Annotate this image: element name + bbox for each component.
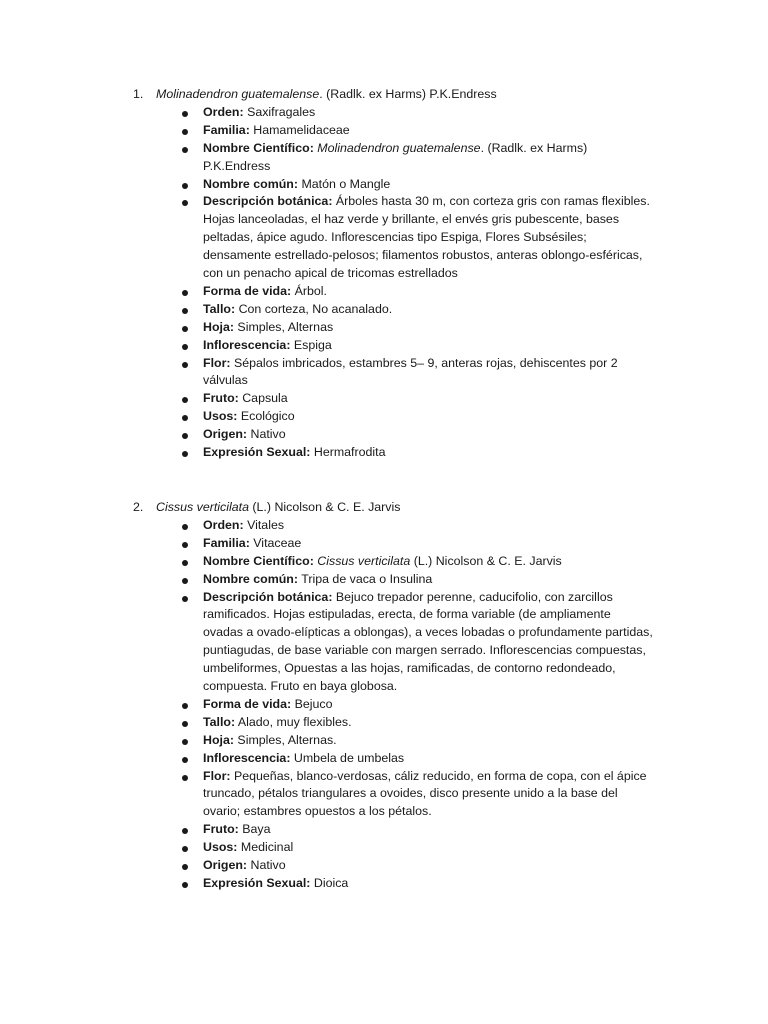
bullet-icon [182, 415, 188, 421]
property-label: Nombre común: [203, 176, 298, 191]
property-label: Tallo: [203, 301, 236, 316]
property-label: Fruto: [203, 391, 239, 406]
property-nombre-cientifico [203, 140, 653, 176]
bullet-icon [182, 308, 188, 314]
property-value: Simples, Alternas. [233, 732, 337, 747]
property-value: Hermafrodita [310, 445, 386, 460]
bullet-icon [182, 451, 188, 457]
property-flor [203, 768, 653, 822]
property-label: Nombre Científico: [203, 553, 314, 568]
property-label: Nombre Científico: [203, 140, 314, 155]
property-italic-value: Cissus verticilata [317, 553, 411, 568]
property-orden [203, 517, 653, 535]
bullet-icon [182, 596, 188, 602]
property-orden [203, 104, 653, 122]
property-hoja [203, 732, 653, 750]
property-value: Umbela de umbelas [290, 750, 405, 765]
property-label: Orden: [203, 517, 244, 532]
property-label: Expresión Sexual: [203, 445, 311, 460]
property-value: . (Radlk. ex Harms) P.K.Endress [203, 140, 588, 173]
property-value: Espiga [290, 337, 332, 352]
property-value: Saxifragales [243, 104, 316, 119]
property-value: Baya [238, 822, 271, 837]
property-label: Usos: [203, 409, 238, 424]
property-descripcion [203, 193, 653, 283]
property-list [133, 517, 653, 893]
bullet-icon [182, 739, 188, 745]
property-nombre-cientifico [203, 553, 653, 571]
property-label: Familia: [203, 122, 250, 137]
property-label: Origen: [203, 427, 248, 442]
bullet-icon [182, 846, 188, 852]
bullet-icon [182, 200, 188, 206]
property-inflorescencia [203, 337, 653, 355]
entry-heading [133, 86, 653, 104]
property-usos [203, 408, 653, 426]
species-entry [133, 499, 653, 893]
bullet-icon [182, 757, 188, 763]
property-label: Flor: [203, 355, 231, 370]
bullet-icon [182, 864, 188, 870]
bullet-icon [182, 828, 188, 834]
bullet-icon [182, 183, 188, 189]
property-label: Forma de vida: [203, 283, 292, 298]
property-list [133, 104, 653, 462]
species-authority: (L.) Nicolson & C. E. Jarvis [248, 500, 401, 514]
property-value: Vitales [243, 517, 285, 532]
property-fruto [203, 390, 653, 408]
property-fruto [203, 821, 653, 839]
property-label: Fruto: [203, 822, 239, 837]
property-expresion-sexual [203, 875, 653, 893]
property-label: Origen: [203, 858, 248, 873]
property-value: Bejuco trepador perenne, caducifolio, con zarcillos ramificados. Hojas estipuladas, erecta, de forma variable (de ampliamente ovadas a ovado-elípticas a oblongas), a veces lobadas o profundamente partidas, puntiagudas, de base variable con margen serrado. Inflorescencias compuestas, umbeliformes, Opuestas a las hojas, ramificadas, de contorno redondeado, compuesta. Fruto en baya globosa. [203, 589, 653, 694]
species-entry [133, 86, 653, 462]
property-label: Familia: [203, 535, 250, 550]
property-nombre-comun [203, 571, 653, 589]
property-value: Alado, muy flexibles. [235, 714, 352, 729]
bullet-icon [182, 775, 188, 781]
property-label: Flor: [203, 768, 231, 783]
property-nombre-comun [203, 176, 653, 194]
bullet-icon [182, 326, 188, 332]
property-flor [203, 355, 653, 391]
bullet-icon [182, 882, 188, 888]
property-value: Árboles hasta 30 m, con corteza gris con ramas flexibles. Hojas lanceoladas, el haz verde y brillante, el envés gris pubescente, bases peltadas, ápice agudo. Inflorescencias tipo Espiga, Flores Subsésiles; densamente estrellado-pelosos; filamentos robustos, anteras oblongo-esféricas, con un penacho apical de tricomas estrellados [203, 194, 650, 281]
entry-number: 2. [133, 500, 144, 514]
property-usos [203, 839, 653, 857]
property-label: Usos: [203, 840, 238, 855]
bullet-icon [182, 721, 188, 727]
bullet-icon [182, 397, 188, 403]
property-familia [203, 535, 653, 553]
property-tallo [203, 714, 653, 732]
bullet-icon [182, 111, 188, 117]
property-label: Nombre común: [203, 571, 298, 586]
property-value: Nativo [247, 858, 286, 873]
property-value: Simples, Alternas [233, 319, 334, 334]
property-expresion-sexual [203, 444, 653, 462]
property-value: (L.) Nicolson & C. E. Jarvis [410, 553, 562, 568]
property-label: Descripción botánica: [203, 194, 333, 209]
property-inflorescencia [203, 750, 653, 768]
bullet-icon [182, 129, 188, 135]
property-label: Hoja: [203, 732, 234, 747]
bullet-icon [182, 362, 188, 368]
property-label: Inflorescencia: [203, 337, 291, 352]
bullet-icon [182, 560, 188, 566]
property-label: Tallo: [203, 714, 236, 729]
bullet-icon [182, 524, 188, 530]
property-value: Pequeñas, blanco-verdosas, cáliz reducido, en forma de copa, con el ápice truncado, pétalos triangulares a ovoides, disco presente unido a la base del ovario; estambres opuestos a los pétalos. [203, 768, 647, 819]
entry-number: 1. [133, 87, 144, 101]
property-value: Tripa de vaca o Insulina [298, 571, 433, 586]
species-authority: . (Radlk. ex Harms) P.K.Endress [319, 87, 497, 101]
property-value: Dioica [310, 876, 349, 891]
property-value: Con corteza, No acanalado. [235, 301, 393, 316]
bullet-icon [182, 344, 188, 350]
property-label: Descripción botánica: [203, 589, 333, 604]
property-value: Nativo [247, 427, 286, 442]
property-label: Inflorescencia: [203, 750, 291, 765]
property-label: Expresión Sexual: [203, 876, 311, 891]
property-label: Hoja: [203, 319, 234, 334]
property-value: Medicinal [237, 840, 294, 855]
species-name: Molinadendron guatemalense [156, 87, 320, 101]
property-forma-de-vida [203, 696, 653, 714]
property-descripcion [203, 589, 653, 696]
property-italic-value: Molinadendron guatemalense [317, 140, 481, 155]
property-value: Vitaceae [249, 535, 302, 550]
bullet-icon [182, 433, 188, 439]
property-label: Orden: [203, 104, 244, 119]
property-value: Árbol. [291, 283, 327, 298]
species-name: Cissus verticilata [156, 500, 249, 514]
property-value: Matón o Mangle [298, 176, 391, 191]
property-origen [203, 426, 653, 444]
property-value: Capsula [238, 391, 288, 406]
property-value: Ecológico [237, 409, 295, 424]
bullet-icon [182, 578, 188, 584]
property-value: Bejuco [291, 696, 333, 711]
property-label: Forma de vida: [203, 696, 292, 711]
property-familia [203, 122, 653, 140]
bullet-icon [182, 147, 188, 153]
property-origen [203, 857, 653, 875]
bullet-icon [182, 703, 188, 709]
property-tallo [203, 301, 653, 319]
property-forma-de-vida [203, 283, 653, 301]
bullet-icon [182, 290, 188, 296]
property-value: Sépalos imbricados, estambres 5– 9, anteras rojas, dehiscentes por 2 válvulas [203, 355, 618, 388]
property-hoja [203, 319, 653, 337]
bullet-icon [182, 542, 188, 548]
entry-heading [133, 499, 653, 517]
property-value: Hamamelidaceae [249, 122, 350, 137]
